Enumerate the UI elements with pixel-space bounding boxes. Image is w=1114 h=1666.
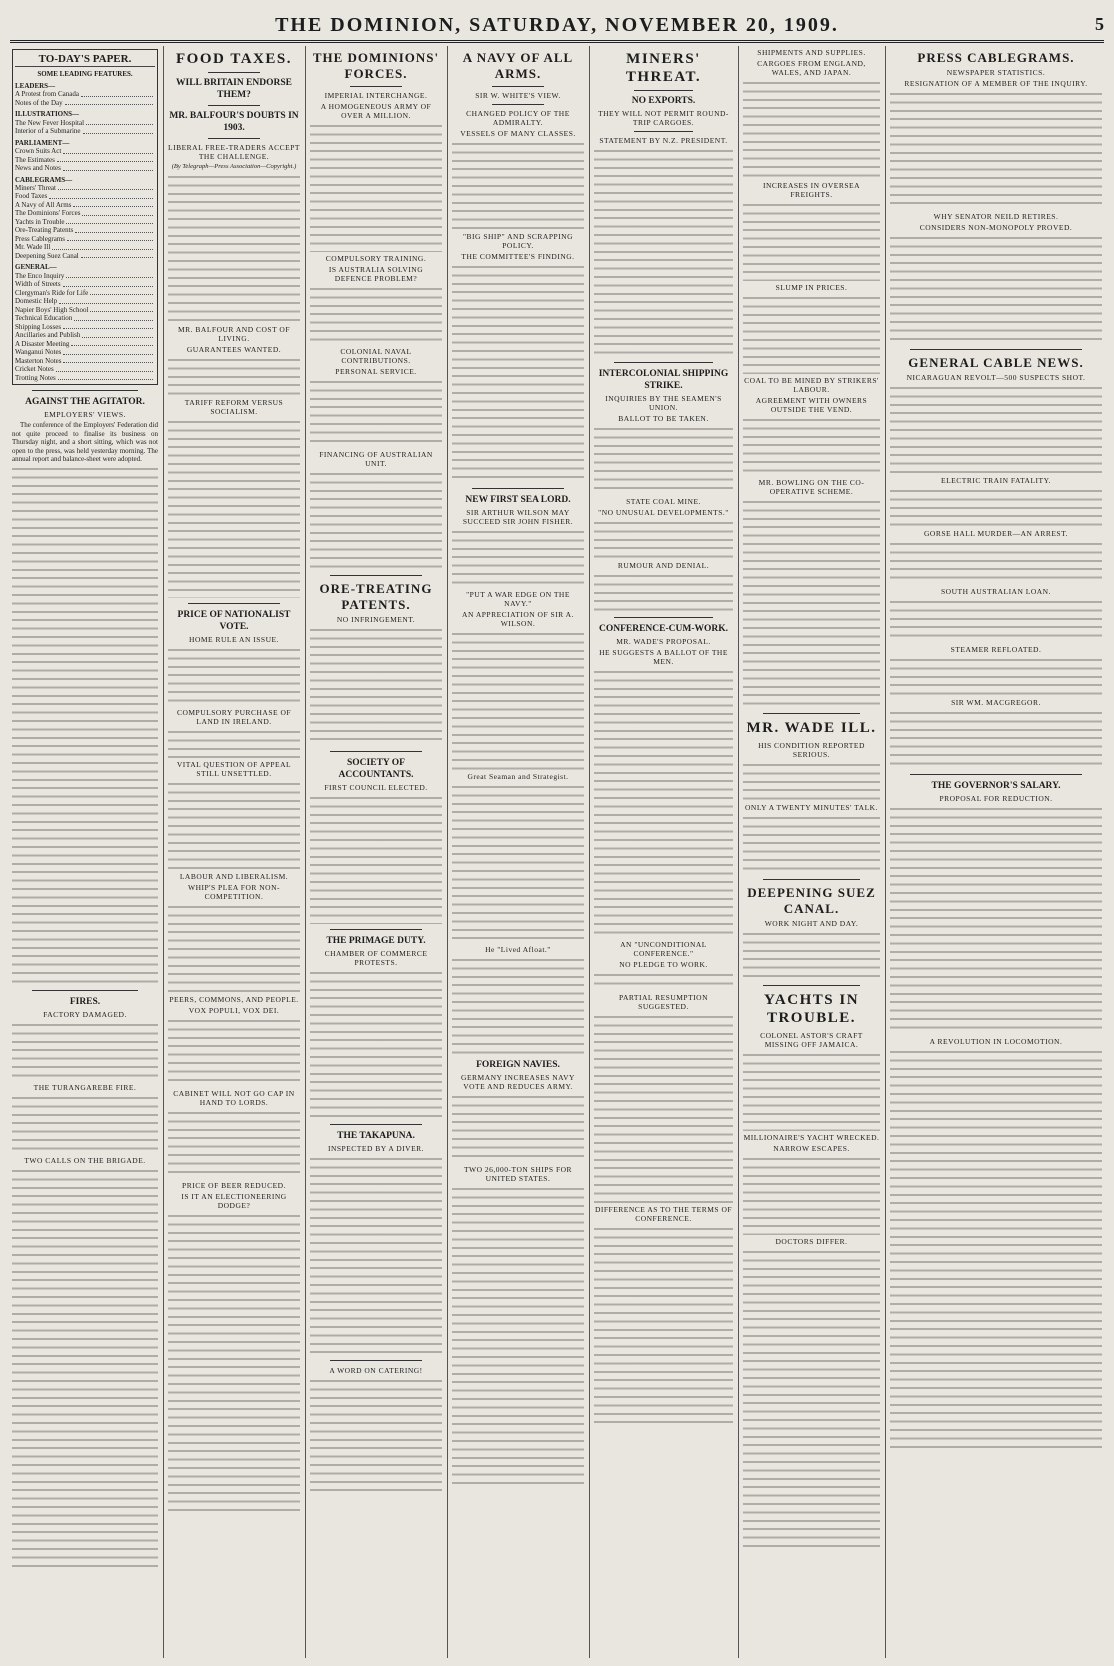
- election-heading: IS IT AN ELECTIONEERING DODGE?: [181, 1192, 287, 1211]
- home-rule-heading: HOME RULE AN ISSUE.: [189, 635, 279, 645]
- index-leader-dots: [66, 218, 153, 225]
- gorse-hall: GORSE HALL MURDER—AN ARREST.: [923, 529, 1068, 538]
- index-entry: [15, 156, 155, 165]
- index-leader-dots: [81, 252, 153, 259]
- catering-heading: A WORD ON CATERING!: [329, 1366, 423, 1375]
- index-entry: [15, 226, 155, 235]
- index-leader-dots: [63, 147, 153, 154]
- column-rule: [738, 46, 739, 1658]
- index-leader-dots: [75, 226, 153, 233]
- index-entry-label: The Estimates: [15, 155, 55, 164]
- index-leader-dots: [83, 127, 153, 134]
- index-entry-label: News and Notes: [15, 164, 61, 173]
- index-entry-label: Mr. Wade Ill: [15, 243, 51, 252]
- index-leader-dots: [65, 99, 153, 106]
- index-group-heading: LEADERS—: [15, 81, 56, 90]
- shipments-heading: SHIPMENTS AND SUPPLIES.: [757, 48, 866, 57]
- index-entry: [15, 374, 155, 383]
- freights-heading: INCREASES IN OVERSEA FREIGHTS.: [762, 181, 861, 199]
- nz-president-statement: STATEMENT BY N.Z. PRESIDENT.: [599, 136, 728, 145]
- index-entry-label: Miners' Threat: [15, 183, 56, 192]
- index-entry-label: Food Taxes: [15, 192, 48, 201]
- lived-afloat: He "Lived Afloat.": [485, 945, 551, 954]
- food-taxes-sub3: LIBERAL FREE-TRADERS ACCEPT THE CHALLENGE.: [168, 143, 300, 161]
- index-entry-label: Ancillaries and Publish: [15, 331, 81, 340]
- index-list: [15, 82, 155, 383]
- index-entry: [15, 252, 155, 261]
- index-entry-label: Domestic Help: [15, 297, 58, 306]
- fires-heading: FIRES.: [69, 997, 101, 1008]
- peers-heading: PEERS, COMMONS, AND PEOPLE.: [169, 995, 299, 1005]
- cabinet-heading: CABINET WILL NOT GO CAP IN HAND TO LORDS.: [173, 1089, 295, 1108]
- general-cable-heading: GENERAL CABLE NEWS.: [908, 355, 1084, 370]
- agitator-subheading: EMPLOYERS' VIEWS.: [44, 410, 126, 420]
- todays-paper-box: [12, 49, 158, 385]
- compulsory-heading: COMPULSORY PURCHASE OF LAND IN IRELAND.: [176, 708, 292, 727]
- difference-terms: DIFFERENCE AS TO THE TERMS OF CONFERENCE.: [594, 1205, 733, 1223]
- neild-retires: WHY SENATOR NEILD RETIRES.: [933, 212, 1059, 221]
- changed-policy: CHANGED POLICY OF THE ADMIRALTY.: [466, 109, 570, 127]
- cargoes-heading: CARGOES FROM ENGLAND, WALES, AND JAPAN.: [757, 59, 866, 77]
- index-entry-label: A Navy of All Arms: [15, 200, 72, 209]
- homogeneous-army: A HOMOGENEOUS ARMY OF OVER A MILLION.: [320, 102, 432, 120]
- first-council: FIRST COUNCIL ELECTED.: [324, 783, 428, 792]
- macgregor: SIR WM. MACGREGOR.: [951, 698, 1041, 707]
- navy-heading: A NAVY OF ALL ARMS.: [462, 50, 574, 81]
- index-entry: [15, 289, 155, 298]
- no-exports: NO EXPORTS.: [631, 96, 696, 106]
- dominions-forces-heading: THE DOMINIONS' FORCES.: [312, 50, 440, 81]
- index-entry-label: Technical Education: [15, 314, 73, 323]
- yachts-heading: YACHTS IN TROUBLE.: [763, 992, 860, 1026]
- index-entry: [15, 306, 155, 315]
- index-entry-label: Width of Streets: [15, 280, 61, 289]
- index-entry-label: Press Cablegrams: [15, 234, 65, 243]
- index-entry-label: Masterton Notes: [15, 356, 62, 365]
- index-entry: [15, 365, 155, 374]
- miners-threat-heading: MINERS' THREAT.: [625, 51, 702, 85]
- sa-loan: SOUTH AUSTRALIAN LOAN.: [941, 587, 1051, 596]
- ballot-men: HE SUGGESTS A BALLOT OF THE MEN.: [599, 648, 728, 666]
- index-entry: [15, 127, 155, 136]
- primage-heading: THE PRIMAGE DUTY.: [326, 936, 426, 946]
- index-group-heading: CABLEGRAMS—: [15, 175, 73, 184]
- appreciation-wilson: AN APPRECIATION OF SIR A. WILSON.: [462, 610, 574, 628]
- state-coal-mine: STATE COAL MINE.: [626, 497, 701, 506]
- index-group-heading: GENERAL—: [15, 263, 57, 272]
- index-entry: [15, 340, 155, 349]
- index-leader-dots: [59, 297, 153, 304]
- index-entry-label: Trotting Notes: [15, 373, 56, 382]
- imperial-interchange: IMPERIAL INTERCHANGE.: [324, 91, 428, 100]
- wade-proposal: MR. WADE'S PROPOSAL.: [616, 637, 711, 646]
- index-leader-dots: [82, 209, 153, 216]
- agreement-heading: AGREEMENT WITH OWNERS OUTSIDE THE VEND.: [755, 396, 868, 414]
- attribution: (By Telegraph—Press Association—Copyright.): [171, 163, 297, 170]
- foreign-navies: FOREIGN NAVIES.: [476, 1060, 560, 1070]
- index-entry-label: Interior of a Submarine: [15, 127, 81, 136]
- index-entry: [15, 119, 155, 128]
- index-entry: [15, 323, 155, 332]
- food-taxes-sub1: WILL BRITAIN ENDORSE THEM?: [176, 78, 292, 100]
- index-entry: [15, 357, 155, 366]
- food-taxes-heading: FOOD TAXES.: [176, 51, 292, 67]
- work-night-day: WORK NIGHT AND DAY.: [764, 919, 859, 928]
- index-leader-dots: [52, 243, 153, 250]
- index-entry-label: Napier Boys' High School: [15, 305, 89, 314]
- revolution-locomotion: A REVOLUTION IN LOCOMOTION.: [929, 1037, 1063, 1046]
- index-entry-label: Ore-Treating Patents: [15, 226, 74, 235]
- fires-sub-turangarebe: THE TURANGAREBE FIRE.: [33, 1083, 137, 1093]
- ore-treating-heading: ORE-TREATING PATENTS.: [319, 581, 433, 612]
- column-index: [12, 46, 158, 1658]
- index-entry: [15, 201, 155, 210]
- conference-heading: CONFERENCE-CUM-WORK.: [598, 624, 729, 634]
- todays-paper-title: TO-DAY'S PAPER.: [15, 55, 155, 67]
- nationalist-vote-heading: PRICE OF NATIONALIST VOTE.: [177, 610, 291, 633]
- index-leader-dots: [56, 365, 153, 372]
- naval-contributions: COLONIAL NAVAL CONTRIBUTIONS.: [340, 347, 412, 365]
- index-entry: [15, 209, 155, 218]
- index-leader-dots: [63, 280, 153, 287]
- index-entry-label: The Enco Inquiry: [15, 271, 65, 280]
- unconditional-conference: AN "UNCONDITIONAL CONFERENCE.": [620, 940, 707, 958]
- train-fatality: ELECTRIC TRAIN FATALITY.: [941, 476, 1051, 485]
- round-trip-cargoes: THEY WILL NOT PERMIT ROUND-TRIP CARGOES.: [598, 109, 729, 127]
- index-leader-dots: [58, 184, 153, 191]
- index-entry-label: A Disaster Meeting: [15, 339, 70, 348]
- whip-plea-heading: WHIP'S PLEA FOR NON-COMPETITION.: [188, 883, 280, 902]
- index-entry-label: Wanganui Notes: [15, 348, 62, 357]
- war-edge: "PUT A WAR EDGE ON THE NAVY.": [466, 590, 570, 608]
- index-entry: [15, 272, 155, 281]
- column-food-taxes: [168, 46, 300, 1658]
- first-sea-lord: NEW FIRST SEA LORD.: [465, 495, 571, 505]
- governor-salary-heading: THE GOVERNOR'S SALARY.: [931, 781, 1061, 791]
- agitator-heading: AGAINST THE AGITATOR.: [25, 397, 145, 408]
- index-entry-label: Yachts in Trouble: [15, 217, 65, 226]
- takapuna-heading: THE TAKAPUNA.: [337, 1131, 415, 1141]
- vessels-classes: VESSELS OF MANY CLASSES.: [460, 129, 576, 138]
- index-entry: [15, 184, 155, 193]
- page-number: 5: [1095, 14, 1104, 34]
- intercolonial-heading: INTERCOLONIAL SHIPPING STRIKE.: [598, 369, 729, 391]
- index-entry-label: The New Fever Hospital: [15, 118, 85, 127]
- committee-finding: THE COMMITTEE'S FINDING.: [461, 252, 575, 261]
- column-rule: [589, 46, 590, 1658]
- narrow-escapes: NARROW ESCAPES.: [773, 1144, 850, 1153]
- index-entry: [15, 348, 155, 357]
- vox-heading: VOX POPULI, VOX DEI.: [188, 1006, 280, 1016]
- index-entry-label: Clergyman's Ride for Life: [15, 288, 89, 297]
- germany-navy: GERMANY INCREASES NAVY VOTE AND REDUCES ARMY.: [461, 1073, 575, 1091]
- index-entry: [15, 314, 155, 323]
- agitator-body: The conference of the Employers' Federation did not quite proceed to finalise its business on Thursday night, and a short sitting, which was not open to the press, was held yesterday morning. The annual report and balance-sheet were adopted.: [12, 421, 158, 463]
- non-monopoly: CONSIDERS NON-MONOPOLY PROVED.: [919, 223, 1073, 232]
- fires-sub-factory: FACTORY DAMAGED.: [43, 1010, 127, 1020]
- resignation-inquiry: RESIGNATION OF A MEMBER OF THE INQUIRY.: [904, 79, 1088, 88]
- index-leader-dots: [81, 90, 153, 97]
- inspected-diver: INSPECTED BY A DIVER.: [327, 1144, 425, 1153]
- index-leader-dots: [66, 272, 153, 279]
- index-leader-dots: [63, 348, 153, 355]
- financing-unit: FINANCING OF AUSTRALIAN UNIT.: [319, 450, 433, 468]
- index-entry: [15, 147, 155, 156]
- coal-mined-heading: COAL TO BE MINED BY STRIKERS' LABOUR.: [744, 376, 879, 394]
- tariff-heading: TARIFF REFORM VERSUS SOCIALISM.: [184, 398, 284, 417]
- column-press-cables: [890, 46, 1102, 1658]
- nicaraguan-revolt: NICARAGUAN REVOLT—500 SUSPECTS SHOT.: [906, 373, 1086, 382]
- steamer-refloated: STEAMER REFLOATED.: [950, 645, 1042, 654]
- index-entry: [15, 99, 155, 108]
- seamen-union: INQUIRIES BY THE SEAMEN'S UNION.: [605, 394, 722, 412]
- index-leader-dots: [86, 119, 153, 126]
- column-dominions-forces: [310, 46, 442, 1658]
- index-entry: [15, 218, 155, 227]
- index-group-heading: ILLUSTRATIONS—: [15, 110, 80, 119]
- newspaper-statistics: NEWSPAPER STATISTICS.: [946, 68, 1046, 77]
- index-entry: [15, 243, 155, 252]
- no-pledge: NO PLEDGE TO WORK.: [619, 960, 708, 969]
- index-entry-label: Notes of the Day: [15, 98, 63, 107]
- index-entry-label: Crown Suits Act: [15, 147, 62, 156]
- index-leader-dots: [73, 201, 153, 208]
- index-entry-label: Shipping Losses: [15, 322, 62, 331]
- big-ship: "BIG SHIP" AND SCRAPPING POLICY.: [462, 232, 574, 250]
- index-entry: [15, 331, 155, 340]
- australia-defence: IS AUSTRALIA SOLVING DEFENCE PROBLEM?: [328, 265, 424, 283]
- food-taxes-sub2: MR. BALFOUR'S DOUBTS IN 1903.: [169, 111, 299, 133]
- index-leader-dots: [57, 156, 153, 163]
- index-leader-dots: [63, 164, 153, 171]
- great-seaman: Great Seaman and Strategist.: [467, 772, 569, 781]
- index-leader-dots: [74, 314, 153, 321]
- bowling-heading: MR. BOWLING ON THE CO-OPERATIVE SCHEME.: [758, 478, 865, 496]
- index-leader-dots: [63, 357, 153, 364]
- doctors-differ: DOCTORS DIFFER.: [775, 1237, 848, 1246]
- column-navy: [452, 46, 584, 1658]
- millionaire-yacht: MILLIONAIRE'S YACHT WRECKED.: [743, 1133, 880, 1142]
- ballot-taken: BALLOT TO BE TAKEN.: [618, 414, 709, 423]
- index-leader-dots: [67, 235, 153, 242]
- index-group-heading: PARLIAMENT—: [15, 138, 70, 147]
- condition-serious: HIS CONDITION REPORTED SERIOUS.: [758, 741, 865, 759]
- no-unusual: "NO UNUSUAL DEVELOPMENTS.": [598, 508, 729, 517]
- us-ships: TWO 26,000-TON SHIPS FOR UNITED STATES.: [463, 1165, 573, 1183]
- twenty-minutes: ONLY A TWENTY MINUTES' TALK.: [745, 803, 878, 812]
- index-entry-label: Cricket Notes: [15, 365, 54, 374]
- index-entry: [15, 164, 155, 173]
- index-leader-dots: [71, 340, 153, 347]
- partial-resumption: PARTIAL RESUMPTION SUGGESTED.: [618, 993, 709, 1011]
- index-leader-dots: [63, 323, 153, 330]
- index-leader-dots: [49, 192, 153, 199]
- compulsory-training: COMPULSORY TRAINING.: [325, 254, 427, 263]
- index-entry-label: A Protest from Canada: [15, 90, 79, 99]
- column-shipments: [743, 46, 880, 1658]
- wilson-succeed: SIR ARTHUR WILSON MAY SUCCEED SIR JOHN FISHER.: [462, 508, 574, 526]
- column-rule: [305, 46, 306, 1658]
- index-leader-dots: [82, 331, 153, 338]
- index-leader-dots: [90, 289, 153, 296]
- suez-heading: DEEPENING SUEZ CANAL.: [747, 885, 876, 916]
- wade-ill-heading: MR. WADE ILL.: [746, 720, 877, 736]
- guarantees-heading: GUARANTEES WANTED.: [186, 345, 282, 355]
- index-entry: [15, 235, 155, 244]
- no-infringement: NO INFRINGEMENT.: [336, 615, 416, 624]
- index-entry: [15, 90, 155, 99]
- index-entry: [15, 192, 155, 201]
- newspaper-title: THE DOMINION, SATURDAY, NOVEMBER 20, 1909.: [275, 13, 839, 36]
- chamber-commerce: CHAMBER OF COMMERCE PROTESTS.: [324, 949, 428, 967]
- proposal-reduction: PROPOSAL FOR REDUCTION.: [939, 794, 1053, 803]
- balfour-cost-heading: MR. BALFOUR AND COST OF LIVING.: [177, 325, 290, 344]
- index-leader-dots: [58, 374, 153, 381]
- column-rule: [447, 46, 448, 1658]
- column-rule: [163, 46, 164, 1658]
- index-entry: [15, 280, 155, 289]
- index-entry-label: The Dominions' Forces: [15, 209, 81, 218]
- astor-craft: COLONEL ASTOR'S CRAFT MISSING OFF JAMAICA.: [760, 1031, 863, 1049]
- index-entry: [15, 297, 155, 306]
- fires-sub-brigade: TWO CALLS ON THE BRIGADE.: [24, 1156, 146, 1166]
- todays-paper-subtitle: SOME LEADING FEATURES.: [37, 70, 133, 79]
- labour-liberalism-heading: LABOUR AND LIBERALISM.: [179, 872, 289, 882]
- personal-service: PERSONAL SERVICE.: [335, 367, 417, 376]
- column-miners: [594, 46, 733, 1658]
- accountants-heading: SOCIETY OF ACCOUNTANTS.: [338, 758, 414, 780]
- rumour-denial: RUMOUR AND DENIAL.: [617, 561, 710, 570]
- slump-heading: SLUMP IN PRICES.: [775, 283, 848, 292]
- press-cablegrams-heading: PRESS CABLEGRAMS.: [917, 50, 1075, 65]
- index-entry-label: Deepening Suez Canal: [15, 251, 79, 260]
- column-rule: [885, 46, 886, 1658]
- white-view: SIR W. WHITE'S VIEW.: [475, 91, 561, 100]
- beer-heading: PRICE OF BEER REDUCED.: [182, 1181, 286, 1191]
- vital-question-heading: VITAL QUESTION OF APPEAL STILL UNSETTLED.: [176, 760, 292, 779]
- masthead: [10, 10, 1104, 43]
- index-leader-dots: [90, 306, 153, 313]
